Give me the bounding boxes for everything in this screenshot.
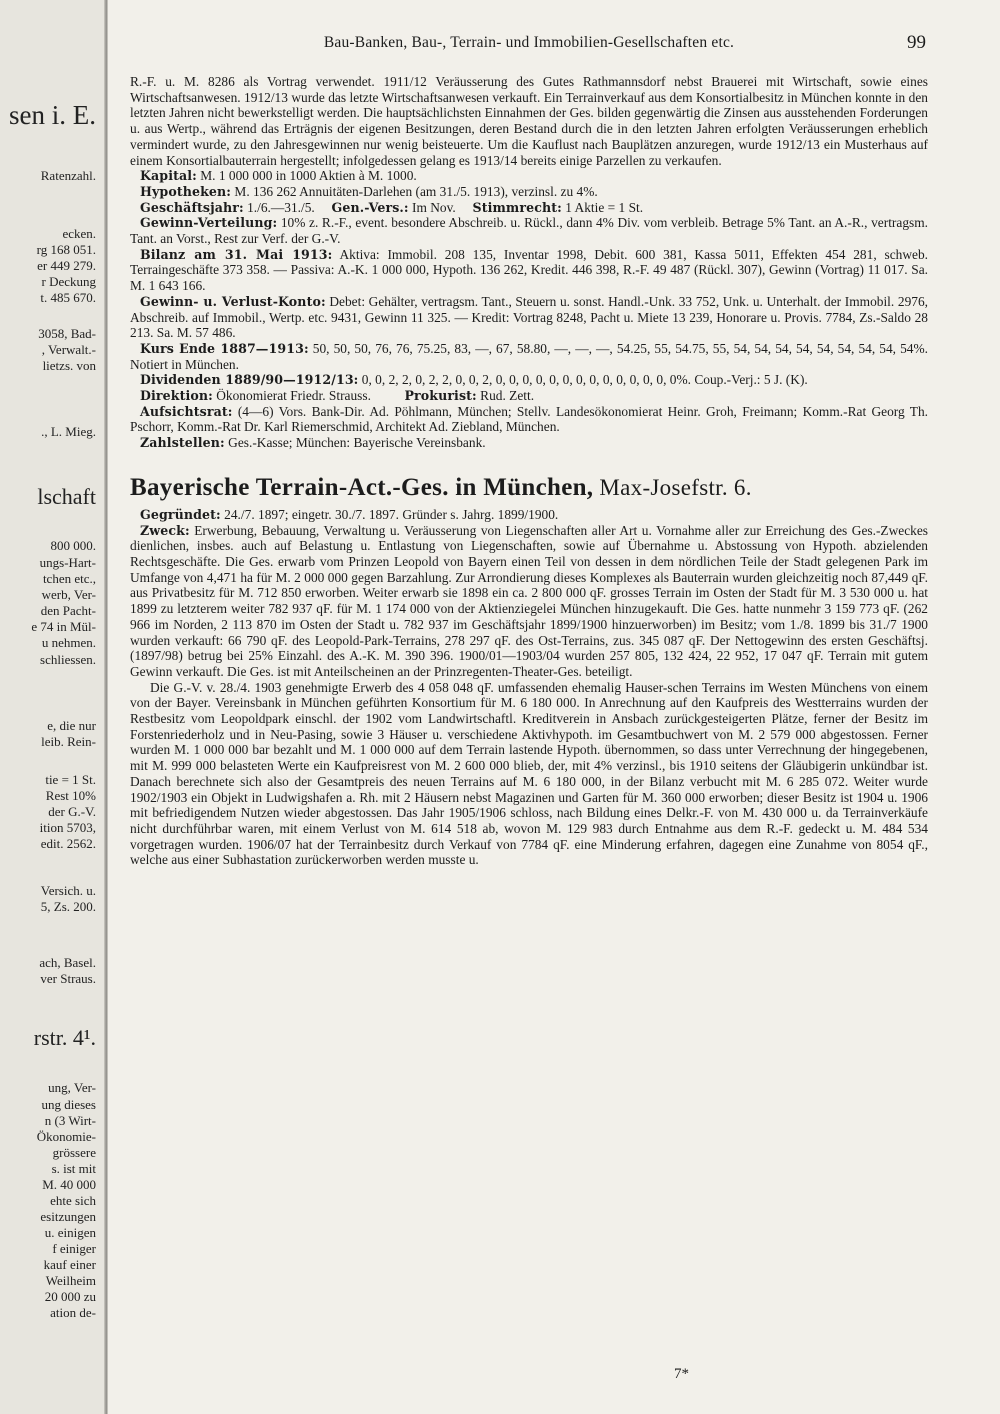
bilanz-text: Aktiva: Immobil. 208 135, Inventar 1998, Debit. 600 381, Kassa 5011, Effekten 454 281, schweb. Terraingeschäfte 373 358. — Passiva: A.-K. 1 000 000, Hypoth. 136 262, Kredit. 446 398, R.-F. 49 487 (Rückl. 307), Gewinn (Vortrag) 11 017. Sa. M. 1 643 166. [130,246,929,294]
prokurist-text: Rud. Zett. [476,388,535,404]
gutter-line: rg 168 051. [36,242,96,257]
gutter-line: tie = 1 St. [45,772,96,787]
gutter-line: den Pacht- [40,603,96,618]
stimmrecht-text: 1 Aktie = 1 St. [561,199,644,215]
gv-paragraph: Die G.-V. v. 28./4. 1903 genehmigte Erwerb des 4 058 048 qF. umfassenden ehemalig Hauser-schen Terrains im Westen Münchens von einem von der Bayer. Vereinsbank in München geführten Konsortium für M. 6 180 000. In Anrechnung auf den Kaufpreis des Westterrains wurden der Restbesitz vom Leopoldpark einschl. der 1902 vom Landwirtschaftl. Kreditverein in Ansbach zurückgesteigerten Plätze, ferner der Besitz im Forstenriederholz und in Neu-Pasing, sowie 3 Häuser u. verschiedene Aktivhypoth. im Gesamtbuchwert von M. 2 579 000 abgestossen. Ferner wurden M. 1 000 000 bar bezahlt und M. 1 000 000 auf dem Terrain lastende Hypoth. übernommen, so dass unter Verrechnung der hingegebenen, mit M. 999 000 belasteten Werte ein Kaufpreisrest von M. 2 600 000 blieb, der, mit 4% verzinsl., bis 1910 seitens der Gläubigerin unkündbar ist. Danach berechnete sich also der Gesamtpreis des neuen Terrains auf M. 6 180 000, in der Bilanz verbucht mit M. 6 285 072. Weiter wurde 1902/1903 ein Objekt in Ludwigshafen a. Rh. mit 2 Häusern nebst Magazinen und Garten für M. 360 000 erworben; dieser Besitz ist 1904 u. 1906 mit befriedigendem Nutzen wieder abgestossen. Das Jahr 1905/1906 schloss, nach Bildung eines Delkr.-F. von M. 430 000 u. da Terrainverkäufe nicht durchführbar waren, mit einem Verlust von M. 614 518 ab, wovon M. 129 983 durch Entnahme aus dem R.-F. gedeckt u. M. 484 534 vorgetragen wurden. 1906/07 hat der Terrainbesitz durch Verkauf von 7784 qF. eine Minderung erfahren, dagegen eine Zunahme von 8054 qF., welche aus einer Subhastation zurückerworben werden musste u. [130,679,928,868]
direktion-entry [130,388,928,404]
gutter-line: ecken. [62,226,96,241]
gutter-line: t. 485 670. [40,290,96,305]
gutter-line: ung dieses [41,1097,96,1112]
gutter-line: ach, Basel. [39,955,96,970]
aufsichtsrat-text: (4—6) Vors. Bank-Dir. Ad. Pöhlmann, München; Stellv. Landesökonomierat Heinr. Groh, Freimann; Komm.-Rat Georg Th. Pschorr, Komm.-Rat Dr. Karl Riemerschmid, Architekt Ad. Ziebland, München. [130,403,928,435]
hypotheken-text: M. 136 262 Annuitäten-Darlehen (am 31./5. 1913), verzinsl. zu 4%. [231,183,598,199]
hypotheken-keyword: Hypotheken: [140,183,232,199]
gutter-line: werb, Ver- [41,587,96,602]
gutter-line: ungs-Hart- [39,555,96,570]
hypotheken-entry [130,184,928,200]
kapital-keyword: Kapital: [140,168,197,184]
dividenden-text: 0, 0, 2, 2, 0, 2, 2, 0, 0, 2, 0, 0, 0, 0, 0, 0, 0, 0, 0, 0, 0, 0, 0, 0%. Coup.-Verj.: 5 J. (K). [358,372,808,388]
gutter-line: der G.-V. [48,804,96,819]
gewinnverteilung-entry [130,215,928,246]
gutter-line: Rest 10% [45,788,96,803]
kurs-entry [130,341,928,372]
gutter-line: ation de- [50,1305,96,1320]
page-number: 99 [907,32,926,53]
gutter-line: 800 000. [50,538,96,553]
guv-keyword: Gewinn- u. Verlust-Konto: [140,293,326,309]
geschaeftsjahr-keyword: Geschäftsjahr: [140,199,244,215]
direktion-text: Ökonomierat Friedr. Strauss. [212,388,405,404]
aufsichtsrat-entry [130,404,928,435]
kurs-keyword: Kurs Ende 1887—1913: [140,340,309,356]
gutter-line: 20 000 zu [44,1289,96,1304]
gutter-line: leib. Rein- [41,734,96,749]
zahlstellen-text: Ges.-Kasse; München: Bayerische Vereinsbank. [224,435,486,451]
zahlstellen-keyword: Zahlstellen: [140,435,225,451]
gutter-line: u. einigen [44,1225,96,1240]
gutter-line: lschaft [37,484,96,509]
bilanz-entry [130,247,928,294]
gewinnverteilung-text: 10% z. R.-F., event. besondere Abschreib. u. Rückl., dann 4% Div. vom verbleib. Betrage 5% Tant. an A.-R., vertragsm. Tant. an Vorst., Rest zur Verf. der G.-V. [130,215,928,247]
kurs-text: 50, 50, 50, 76, 76, 75.25, 83, —, 67, 58.80, —, —, —, 54.25, 55, 54.75, 55, 54, 54, 54, 54, 54, 54, 54, 54, 54%. Notiert in München. [130,340,928,372]
gutter-line: n (3 Wirt- [44,1113,96,1128]
gegruendet-entry [130,507,928,523]
gutter-line: Weilheim [45,1273,96,1288]
genvers-text: Im Nov. [408,199,473,215]
kapital-text: M. 1 000 000 in 1000 Aktien à M. 1000. [196,168,417,184]
gutter-line: Ökonomie- [36,1129,96,1144]
company-name: Bayerische Terrain-Act.-Ges. in München, [130,473,594,501]
signature-mark: 7* [674,1366,689,1382]
zweck-text: Erwerbung, Bebauung, Verwaltung u. Veräusserung von Liegenschaften aller Art u. Vornahme aller zur Erreichung des Ges.-Zweckes dienlichen, insbes. auch auf Belastung u. Entlastung von Liegenschaften, sowie auf Übernahme u. Abstossung von Hypoth. abzielenden Rechtsgeschäfte. Die Ges. erwarb vom Prinzen Leopold von Bayern einen Teil von dessen in dem nördlichen Teile der Stadt gelegenen Park im Umfange von 4,471 ha für M. 2 000 000 gegen Barzahlung. Zur Arrondierung dieses Komplexes als Bauterrain wurden gleichzeitig noch 87,449 qF. aus Privatbesitz für M. 712 850 erworben. Weiter erwarb sie 1898 ein ca. 2 800 000 qF. grosses Terrain im Osten der Stadt für M. 3 530 000 u. hat 1899 zu letzterem weiter 782 937 qF. für M. 1 174 000 von der Aktienziegelei München hinzugekauft. Die Ges. hatte nunmehr 3 159 773 qF. (262 966 im Norden, 2 113 870 im Osten der Stadt u. 782 937 im Geschäftsjahr 1899/1900 hinzuerworben) im Besitz; vom 1./8. 1899 bis 31./7 1900 wurden verkauft: 66 790 qF. des Leopold-Park-Terrains, 278 297 qF. des Ost-Terrains, zus. 345 087 qF. Der Nettogewinn des ersten Geschäftsj. (1897/98) betrug bei 25% Einzahl. des A.-K. M. 390 396. 1900/01—1903/04 wurden 257 805, 132 424, 22 952, 17 047 qF. Terrain mit gutem Gewinn verkauft. Die Ges. ist mit Anteilscheinen an der Prinzregenten-Theater-Ges. beteiligt. [130,522,928,679]
gutter-line: , Verwalt.- [41,342,96,357]
gutter-line: s. ist mit [51,1161,96,1176]
prokurist-keyword: Prokurist: [404,388,477,404]
guv-entry [130,294,928,341]
gutter-line: ver Straus. [40,971,96,986]
geschaeftsjahr-text: 1./6.—31./5. [243,199,332,215]
gutter-line: ition 5703, [39,820,96,835]
gutter-line: sen i. E. [9,100,96,130]
gutter-line: tchen etc., [42,571,96,586]
gutter-line: grössere [52,1145,96,1160]
gutter-line: Ratenzahl. [40,168,96,183]
gutter-line: ., L. Mieg. [41,424,96,439]
gutter-line: M. 40 000 [42,1177,96,1192]
dividenden-keyword: Dividenden 1889/90—1912/13: [140,372,359,388]
gutter-line: u nehmen. [41,635,96,650]
gutter-line: r Deckung [41,274,96,289]
bilanz-keyword: Bilanz am 31. Mai 1913: [140,246,333,262]
gutter-line: ehte sich [50,1193,96,1208]
aufsichtsrat-keyword: Aufsichtsrat: [140,403,233,419]
gewinnverteilung-keyword: Gewinn-Verteilung: [140,215,278,231]
page-body [130,74,928,868]
stimmrecht-keyword: Stimmrecht: [472,199,562,215]
gutter-line: edit. 2562. [40,836,96,851]
company-heading [130,473,928,503]
adjacent-page-gutter [0,0,108,1414]
geschaeftsjahr-entry [130,200,928,216]
section1-intro: R.-F. u. M. 8286 als Vortrag verwendet. 1911/12 Veräusserung des Gutes Rathmannsdorf nebst Brauerei mit Wirtschaft, sowie eines Wirtschaftsanwesen. 1912/13 wurde das letzte Wirtschaftsanwesen verkauft. Ein Terrainverkauf aus dem Konsortialbesitz in München konnte in den letzten Jahren nicht bewerkstelligt werden. Die hauptsächlichsten Einnahmen der Ges. bilden gegenwärtig die Zinsen aus ausstehenden Forderungen u. aus Wertp., während das Erträgnis der eigenen Besitzungen, deren Bestand durch die in den letzten Jahren erfolgten Veräusserungen erheblich vermindert wurde, zu den Jahresgewinnen nur wenig beisteuerte. Um die Kauflust nach Bauplätzen anzuregen, wurde 1912/13 ein Musterhaus auf einem Konsortialbauterrain hergestellt; infolgedessen gelang es 1913/14 bereits einige Parzellen zu verkaufen. [130,74,928,168]
gutter-line: schliessen. [40,652,96,667]
dividenden-entry [130,372,928,388]
gutter-line: e, die nur [47,718,96,733]
zweck-keyword: Zweck: [140,522,190,538]
zweck-entry [130,523,928,680]
company-address: Max-Josefstr. 6. [593,474,752,500]
gutter-line: 3058, Bad- [38,326,96,341]
gutter-line: esitzungen [40,1209,96,1224]
gutter-line: e 74 in Mül- [31,619,96,634]
zahlstellen-entry [130,435,928,451]
gutter-line: rstr. 4¹. [33,1025,96,1050]
gutter-line: er 449 279. [37,258,96,273]
gutter-line: kauf einer [43,1257,96,1272]
gutter-line: ung, Ver- [48,1080,96,1095]
gutter-line: f einiger [52,1241,96,1256]
direktion-keyword: Direktion: [140,388,213,404]
gutter-line: Versich. u. [40,883,96,898]
genvers-keyword: Gen.-Vers.: [331,199,409,215]
gegruendet-keyword: Gegründet: [140,506,221,522]
gutter-line: 5, Zs. 200. [40,899,96,914]
gutter-line: lietzs. von [42,358,96,373]
kapital-entry [130,168,928,184]
gegruendet-text: 24./7. 1897; eingetr. 30./7. 1897. Gründer s. Jahrg. 1899/1900. [220,506,559,522]
page-fold-divider [104,0,108,1414]
guv-text: Debet: Gehälter, vertragsm. Tant., Steuern u. sonst. Handl.-Unk. 33 752, Unk. u. Unterhalt. der Immobil. 2976, Abschreib. auf Immobil., Wertp. etc. 9431, Gewinn 11 325. — Kredit: Vortrag 8248, Pacht u. Miete 13 239, Honorare u. Provis. 7784, Zs.-Saldo 28 213. Sa. M. 57 486. [130,293,928,341]
running-head [130,34,928,56]
running-title: Bau-Banken, Bau-, Terrain- und Immobilien-Gesellschaften etc. [323,34,735,51]
